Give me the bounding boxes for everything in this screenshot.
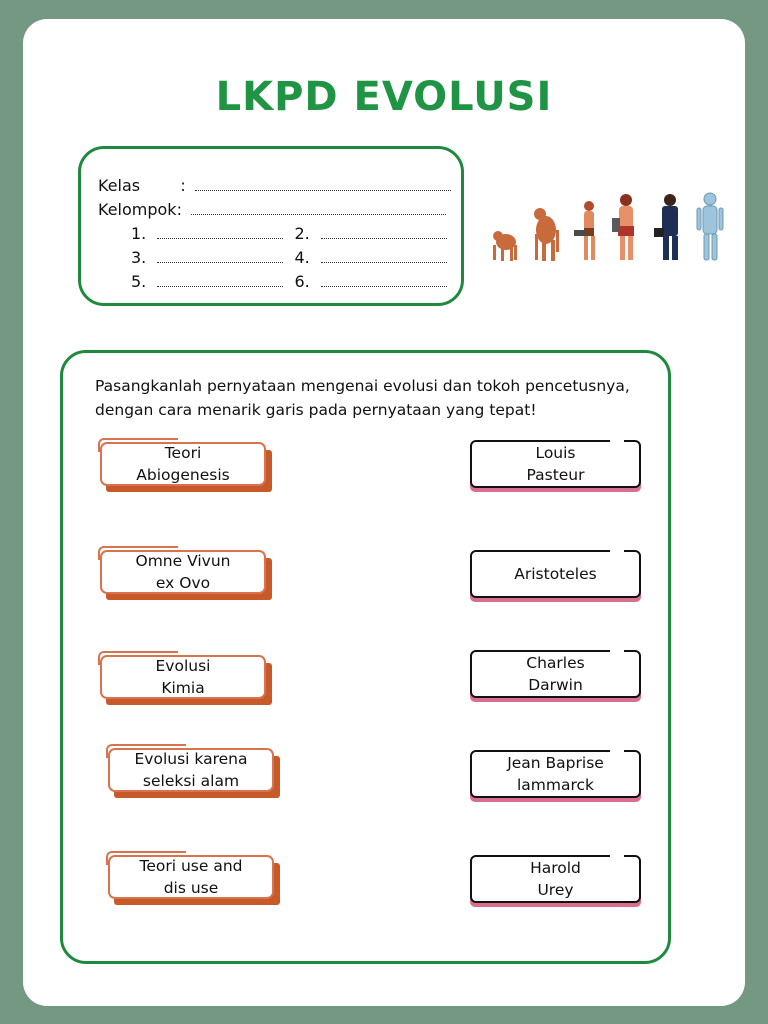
card-line: Pasteur xyxy=(526,466,585,484)
card-line: Darwin xyxy=(528,676,583,694)
member-row-1 xyxy=(131,224,447,243)
statement-card-seleksi-alam[interactable] xyxy=(106,744,278,800)
card-line: lammarck xyxy=(516,776,595,794)
instruction-line-2: dengan cara menarik garis pada pernyataan yang tepat! xyxy=(95,401,537,419)
member-field[interactable] xyxy=(157,224,283,239)
page-title: LKPD EVOLUSI xyxy=(215,74,553,120)
member-number: 6. xyxy=(294,272,310,291)
member-row-2 xyxy=(131,248,447,267)
instruction-text xyxy=(95,374,675,422)
member-field[interactable] xyxy=(321,272,447,287)
identity-box xyxy=(78,146,464,306)
card-line: Evolusi karena xyxy=(134,750,248,768)
kelas-colon: : xyxy=(180,176,186,195)
card-line: Aristoteles xyxy=(514,565,597,583)
card-line: seleksi alam xyxy=(142,772,240,790)
card-line: dis use xyxy=(163,879,219,897)
figure-card-lamarck[interactable] xyxy=(470,750,642,806)
kelompok-field[interactable] xyxy=(191,200,446,215)
card-line: Louis xyxy=(535,444,576,462)
member-number: 4. xyxy=(294,248,310,267)
statement-card-use-disuse[interactable] xyxy=(106,851,278,907)
kelas-label: Kelas xyxy=(98,176,141,195)
card-line: Jean Baprise xyxy=(507,754,604,772)
card-line: Teori use and xyxy=(139,857,243,875)
kelas-field[interactable] xyxy=(195,176,451,191)
card-line: ex Ovo xyxy=(155,574,211,592)
figure-card-harold-urey[interactable] xyxy=(470,855,642,911)
card-line: Teori xyxy=(164,444,202,462)
instruction-line-1: Pasangkanlah pernyataan mengenai evolusi dan tokoh pencetusnya, xyxy=(95,377,630,395)
figure-card-charles-darwin[interactable] xyxy=(470,650,642,706)
card-line: Omne Vivun xyxy=(135,552,231,570)
card-line: Urey xyxy=(537,881,574,899)
card-line: Kimia xyxy=(161,679,205,697)
kelompok-label: Kelompok: xyxy=(98,200,182,219)
member-number: 1. xyxy=(131,224,147,243)
statement-card-omne-vivun[interactable] xyxy=(98,546,270,602)
human-evolution-icon xyxy=(488,190,738,266)
kelas-row xyxy=(98,176,451,195)
member-number: 5. xyxy=(131,272,147,291)
member-field[interactable] xyxy=(321,224,447,239)
member-number: 2. xyxy=(294,224,310,243)
kelompok-row xyxy=(98,200,446,219)
member-field[interactable] xyxy=(157,248,283,263)
card-line: Evolusi xyxy=(155,657,211,675)
figure-card-louis-pasteur[interactable] xyxy=(470,440,642,496)
member-field[interactable] xyxy=(157,272,283,287)
member-row-3 xyxy=(131,272,447,291)
card-line: Abiogenesis xyxy=(136,466,230,484)
figure-card-aristoteles[interactable] xyxy=(470,550,642,606)
member-field[interactable] xyxy=(321,248,447,263)
statement-card-evolusi-kimia[interactable] xyxy=(98,651,270,707)
card-line: Charles xyxy=(526,654,585,672)
member-number: 3. xyxy=(131,248,147,267)
card-line: Harold xyxy=(530,859,581,877)
statement-card-abiogenesis[interactable] xyxy=(98,438,270,494)
